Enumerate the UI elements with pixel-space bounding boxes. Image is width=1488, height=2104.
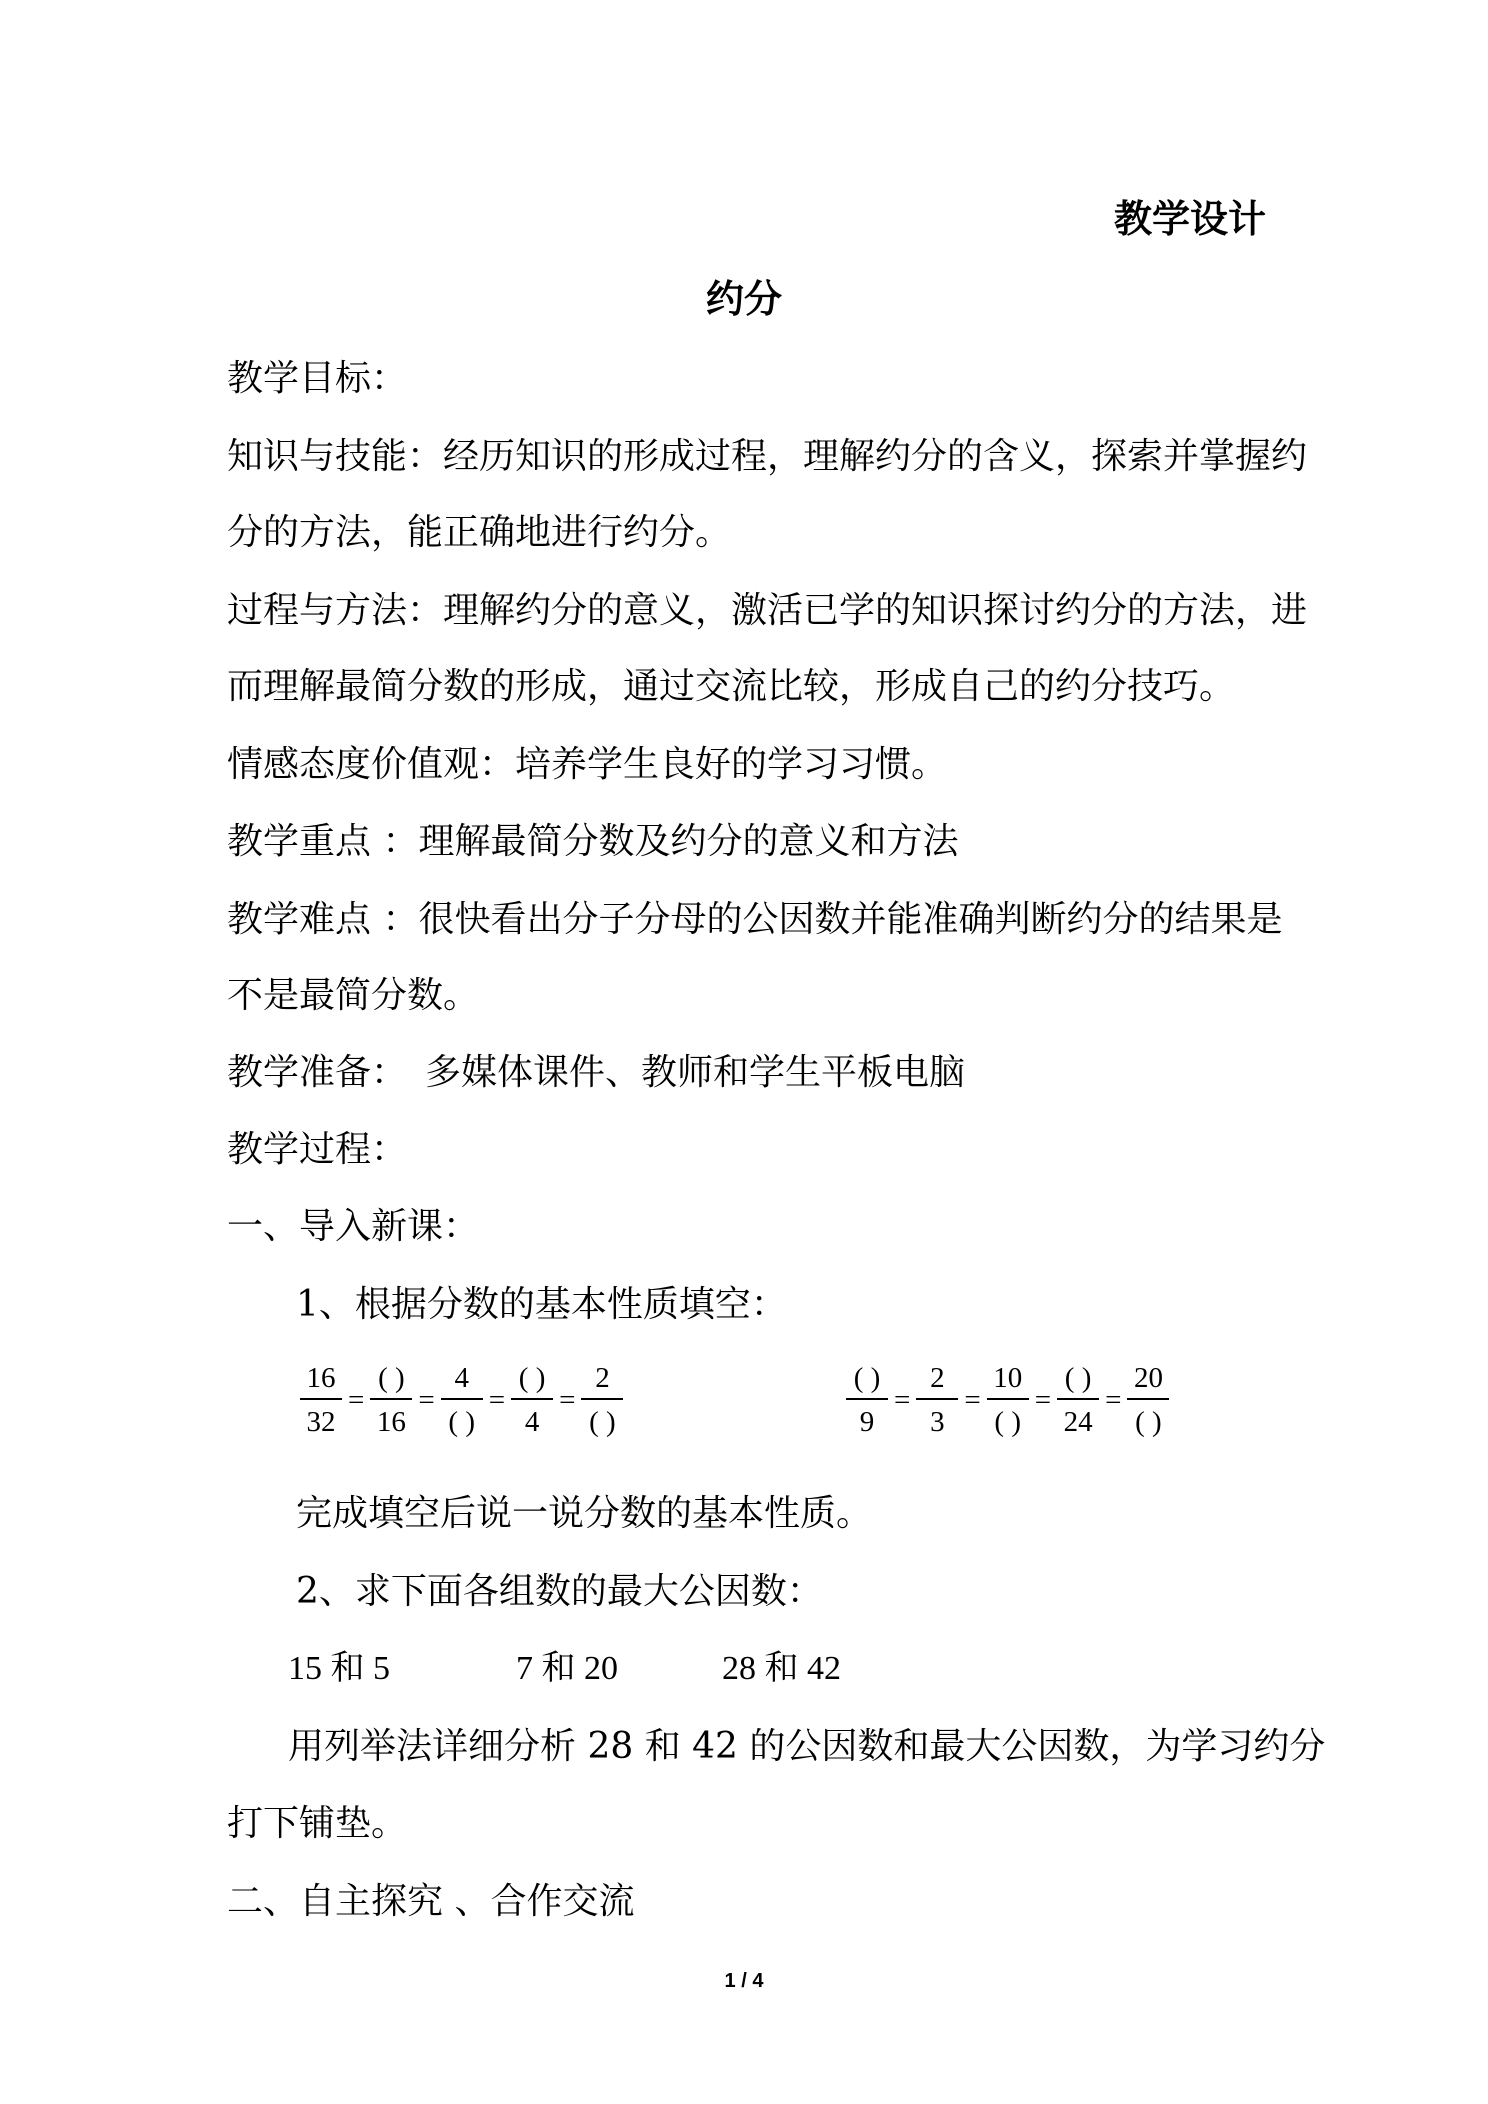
gcd-group-1: 15 和 5 [288,1650,390,1687]
equation-left [296,1360,627,1440]
fraction [300,1360,342,1440]
knowledge-skills-line-2: 分的方法，能正确地进行约分。 [227,512,732,553]
key-point: 教学重点 ：理解最简分数及约分的意义和方法 [227,821,959,862]
equation-right [842,1360,1173,1440]
fraction [370,1360,412,1440]
numerator: ( ) [370,1360,412,1400]
denominator: ( ) [1135,1406,1162,1438]
fraction [441,1360,483,1440]
numerator: 2 [916,1360,958,1400]
equals-sign: = [894,1383,911,1416]
numerator: ( ) [511,1360,553,1400]
denominator: ( ) [994,1406,1021,1438]
numerator: ( ) [846,1360,888,1400]
denominator: 3 [930,1406,945,1438]
fraction [511,1360,553,1440]
gcd-group-3: 28 和 42 [722,1650,841,1687]
numerator: 20 [1127,1360,1169,1400]
objectives-heading: 教学目标： [227,358,408,399]
emotion-values: 情感态度价值观：培养学生良好的学习习惯。 [227,744,948,785]
numerator: 2 [581,1360,623,1400]
difficulty-line-2: 不是最简分数。 [227,975,480,1016]
fraction [581,1360,623,1440]
equals-sign: = [559,1383,576,1416]
equals-sign: = [488,1383,506,1416]
fraction [916,1360,958,1440]
equals-sign: = [348,1383,365,1416]
difficulty-line-1: 教学难点 ：很快看出分子分母的公因数并能准确判断约分的结果是 [227,899,1283,940]
fraction [1057,1360,1099,1440]
denominator: 24 [1063,1406,1093,1438]
equals-sign: = [418,1383,435,1416]
page-number: 1 / 4 [724,1970,764,1992]
process-method-line-1: 过程与方法：理解约分的意义，激活已学的知识探讨约分的方法，进 [227,590,1308,631]
numerator: 16 [300,1360,342,1400]
equals-sign: = [964,1383,981,1416]
after-fill-instruction: 完成填空后说一说分数的基本性质。 [296,1493,873,1534]
analysis-line-1: 用列举法详细分析 28 和 42 的公因数和最大公因数，为学习约分 [288,1726,1326,1767]
equals-sign: = [1105,1383,1122,1416]
fraction [846,1360,888,1440]
analysis-line-2: 打下铺垫。 [227,1803,408,1844]
section-2-heading: 二、自主探究 、合作交流 [227,1881,635,1922]
denominator: ( ) [448,1406,475,1438]
denominator: 4 [524,1406,540,1438]
numerator: ( ) [1057,1360,1099,1400]
process-method-line-2: 而理解最简分数的形成，通过交流比较，形成自己的约分技巧。 [227,666,1236,707]
document-header: 教学设计 [1113,196,1266,241]
fraction [1127,1360,1169,1440]
denominator: 16 [376,1406,406,1438]
section-1-heading: 一、导入新课： [227,1206,480,1247]
denominator: ( ) [589,1406,616,1438]
denominator: 9 [859,1406,875,1438]
task-2: 2、求下面各组数的最大公因数： [296,1571,823,1612]
numerator: 10 [987,1360,1029,1400]
knowledge-skills-line-1: 知识与技能：经历知识的形成过程，理解约分的含义，探索并掌握约 [227,436,1308,477]
process-heading: 教学过程： [227,1129,408,1170]
equals-sign: = [1034,1383,1052,1416]
gcd-group-2: 7 和 20 [516,1650,618,1687]
denominator: 32 [306,1406,336,1438]
task-1: 1、根据分数的基本性质填空： [296,1284,787,1325]
fraction [987,1360,1029,1440]
numerator: 4 [441,1360,483,1400]
page-title: 约分 [705,276,782,321]
preparation: 教学准备： 多媒体课件、教师和学生平板电脑 [227,1052,966,1093]
